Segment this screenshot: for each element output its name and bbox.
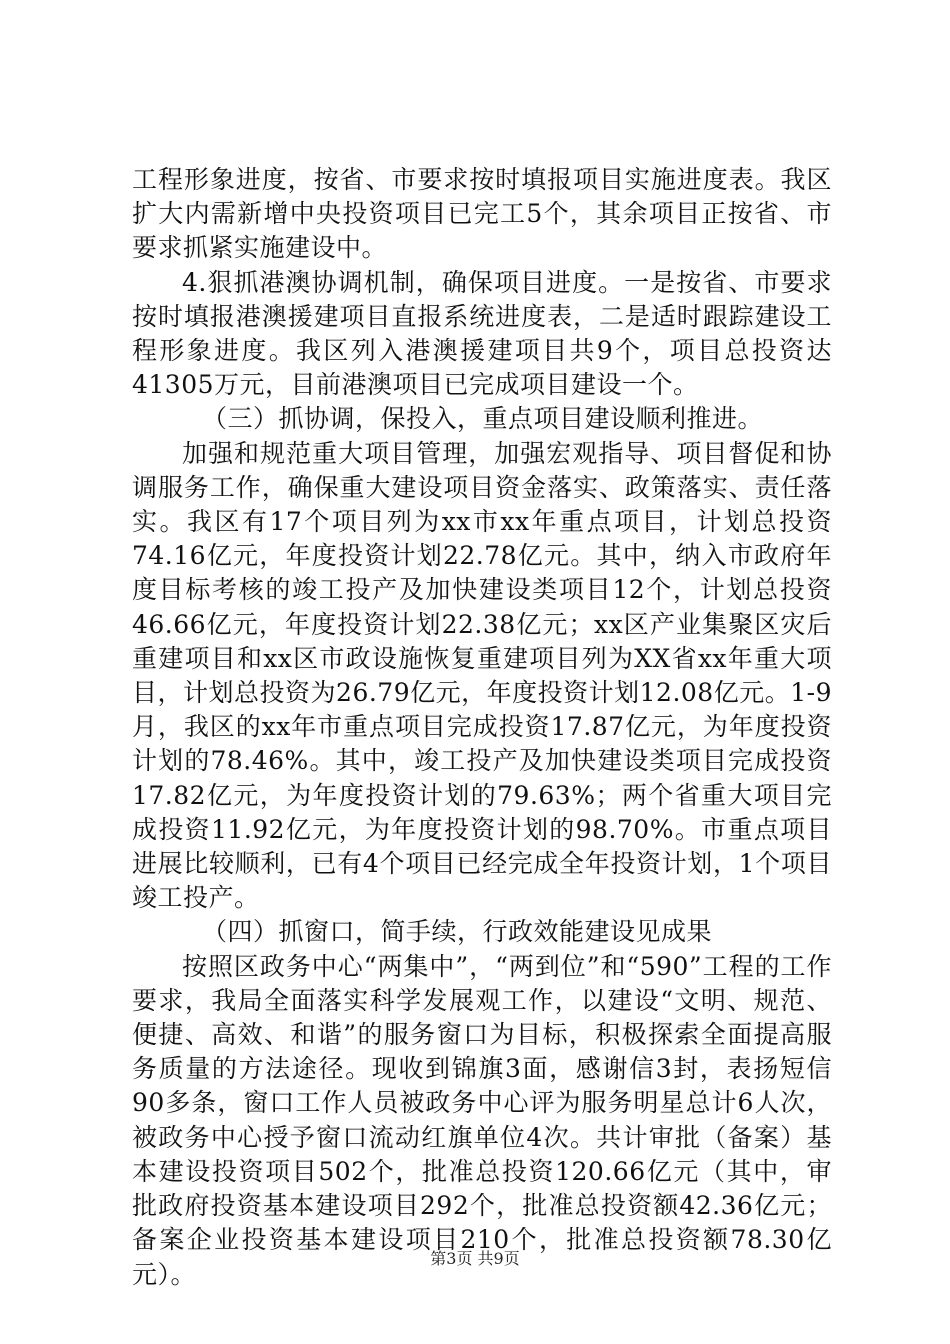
page-number-footer: 第3页 共9页 [430, 1249, 520, 1268]
paragraph-continuation: 工程形象进度，按省、市要求按时填报项目实施进度表。我区扩大内需新增中央投资项目已完工5个，其余项目正按省、市要求抓紧实施建设中。 [132, 165, 832, 263]
document-body [132, 163, 832, 1292]
paragraph-key-projects: 加强和规范重大项目管理，加强宏观指导、项目督促和协调服务工作，确保重大建设项目资金落实、政策落实、责任落实。我区有17个项目列为xx市xx年重点项目，计划总投资74.16亿元，年度投资计划22.78亿元。其中，纳入市政府年度目标考核的竣工投产及加快建设类项目12个，计划总投资46.66亿元，年度投资计划22.38亿元；xx区产业集聚区灾后重建项目和xx区市政设施恢复重建项目列为XX省xx年重大项目，计划总投资为26.79亿元，年度投资计划12.08亿元。1-9月，我区的xx年市重点项目完成投资17.87亿元，为年度投资计划的78.46%。其中，竣工投产及加快建设类项目完成投资17.82亿元，为年度投资计划的79.63%；两个省重大项目完成投资11.92亿元，为年度投资计划的98.70%。市重点项目进展比较顺利，已有4个项目已经完成全年投资计划，1个项目竣工投产。 [132, 438, 832, 913]
paragraph-item-4: 4.狠抓港澳协调机制，确保项目进度。一是按省、市要求按时填报港澳援建项目直报系统进度表，二是适时跟踪建设工程形象进度。我区列入港澳援建项目共9个，项目总投资达41305万元，目前港澳项目已完成项目建设一个。 [132, 267, 832, 400]
section-heading-3: （三）抓协调，保投入，重点项目建设顺利推进。 [202, 404, 764, 434]
paragraph-service-window: 按照区政务中心“两集中”，“两到位”和“590”工程的工作要求，我局全面落实科学发展观工作，以建设“文明、规范、便捷、高效、和谐”的服务窗口为目标，积极探索全面提高服务质量的方法途径。现收到锦旗3面，感谢信3封，表扬短信90多条，窗口工作人员被政务中心评为服务明星总计6人次，被政务中心授予窗口流动红旗单位4次。共计审批（备案）基本建设投资项目502个，批准总投资120.66亿元（其中，审批政府投资基本建设项目292个，批准总投资额42.36亿元；备案企业投资基本建设项目210个，批准总投资额78.30亿元）。 [132, 951, 832, 1289]
section-heading-4: （四）抓窗口，简手续，行政效能建设见成果 [202, 917, 713, 947]
